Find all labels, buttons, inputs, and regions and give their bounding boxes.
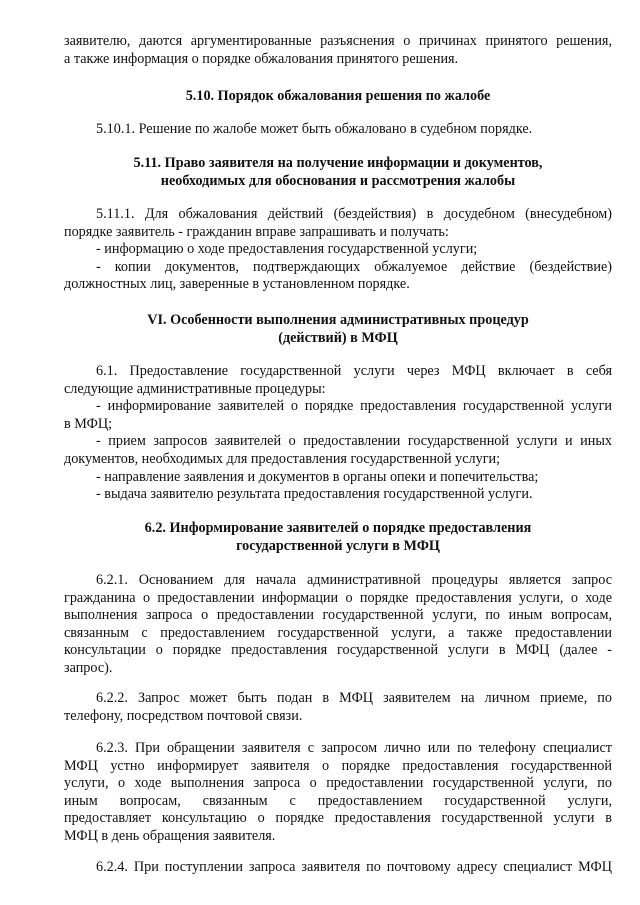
intro-paragraph — [64, 33, 612, 68]
paragraph-5-11-1 — [64, 206, 612, 294]
text-line: в МФЦ; — [64, 415, 113, 432]
section-heading-6 — [64, 312, 612, 347]
heading-line: государственной услуги в МФЦ — [236, 537, 440, 554]
text-line: - прием запросов заявителей о предоставлении государственной услуги и иных — [96, 433, 612, 450]
section-heading-5-10 — [64, 88, 612, 106]
text-line: предоставляет консультацию о порядке предоставления государственной услуги в — [64, 810, 612, 827]
paragraph-6-1 — [64, 363, 612, 504]
text-line: МФЦ в день обращения заявителя. — [64, 827, 276, 844]
text-line: 5.11.1. Для обжалования действий (бездействия) в досудебном (внесудебном) — [96, 206, 612, 222]
paragraph-6-2-4 — [64, 859, 612, 877]
text-line: 5.10.1. Решение по жалобе может быть обжаловано в судебном порядке. — [96, 121, 533, 137]
text-line: - информирование заявителей о порядке предоставления государственной услуги — [96, 398, 612, 415]
text-line: 6.2.4. При поступлении запроса заявителя по почтовому адресу специалист МФЦ — [96, 859, 612, 875]
text-line: связанным с предоставлением государственной услуги, а также предоставлении — [64, 624, 612, 641]
section-heading-6-2 — [64, 520, 612, 555]
heading-line: необходимых для обоснования и рассмотрения жалобы — [160, 172, 516, 189]
heading-line: 6.2. Информирование заявителей о порядке предоставления — [144, 520, 532, 536]
text-line: - копии документов, подтверждающих обжалуемое действие (бездействие) — [96, 258, 612, 275]
text-line: а также информация о порядке обжалования принятого решения. — [64, 50, 459, 67]
text-line: 6.2.1. Основанием для начала административной процедуры является запрос — [96, 572, 612, 588]
text-line: заявителю, даются аргументированные разъяснения о причинах принятого решения, — [64, 33, 612, 49]
text-line: выполнения запроса о предоставлении государственной услуги, по иным вопросам, — [64, 607, 612, 624]
text-line: 6.2.2. Запрос может быть подан в МФЦ заявителем на личном приеме, по — [96, 690, 612, 706]
text-line: порядке заявитель - гражданин вправе запрашивать и получать: — [64, 223, 449, 240]
section-heading-5-11 — [64, 155, 612, 190]
text-line: 6.1. Предоставление государственной услуги через МФЦ включает в себя — [96, 363, 612, 379]
text-line: - информацию о ходе предоставления государственной услуги; — [96, 241, 478, 258]
text-line: консультации о порядке предоставления государственной услуги в МФЦ (далее - — [64, 642, 612, 659]
heading-line: 5.11. Право заявителя на получение информации и документов, — [133, 155, 543, 171]
heading-line: (действий) в МФЦ — [278, 329, 398, 346]
paragraph-5-10-1 — [96, 121, 612, 139]
heading-line: 5.10. Порядок обжалования решения по жалобе — [185, 88, 491, 104]
heading-line: VI. Особенности выполнения административных процедур — [147, 312, 529, 328]
text-line: - направление заявления и документов в органы опеки и попечительства; — [96, 468, 539, 485]
text-line: иным вопросам, связанным с предоставлением государственной услуги, — [64, 792, 612, 809]
paragraph-6-2-3 — [64, 740, 612, 846]
text-line: гражданина о предоставлении информации о порядке предоставления услуги, о ходе — [64, 589, 612, 606]
text-line: 6.2.3. При обращении заявителя с запросом лично или по телефону специалист — [96, 740, 612, 756]
text-line: следующие административные процедуры: — [64, 380, 326, 397]
text-line: - выдача заявителю результата предоставления государственной услуги. — [96, 486, 533, 503]
text-line: должностных лиц, заверенные в установленном порядке. — [64, 276, 410, 293]
text-line: услуги, о ходе выполнения запроса о предоставлении государственной услуги, по — [64, 775, 612, 792]
text-line: документов, необходимых для предоставления государственной услуги; — [64, 450, 501, 467]
paragraph-6-2-2 — [64, 690, 612, 725]
paragraph-6-2-1 — [64, 572, 612, 678]
text-line: телефону, посредством почтовой связи. — [64, 707, 303, 724]
text-line: запрос). — [64, 659, 113, 676]
text-line: МФЦ устно информирует заявителя о порядке предоставления государственной — [64, 757, 612, 774]
